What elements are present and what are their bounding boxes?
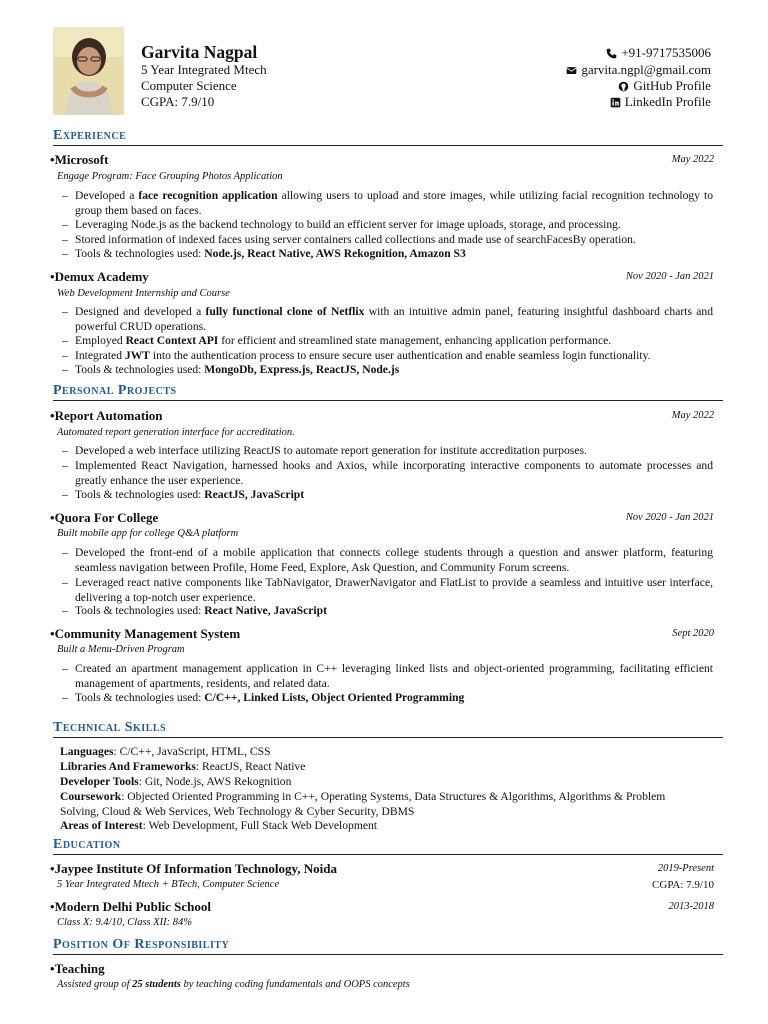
list-item-tools: – Tools & technologies used: C/C++, Linked Lists, Object Oriented Programming (62, 691, 465, 704)
project-date: Sept 2020 (672, 628, 714, 639)
project-title: •Report Automation (50, 408, 163, 423)
list-item: – Employed React Context API for efficient and streamlined state management, enhancing application performance. (62, 334, 612, 347)
experience-org-demux: •Demux Academy (50, 269, 149, 284)
list-item: – Implemented React Navigation, harnessed hooks and Axios, while incorporating interactive components to automate processes and greatly enhance the user experience. (62, 459, 713, 487)
github-icon (618, 81, 629, 92)
program-text: 5 Year Integrated Mtech (141, 62, 267, 77)
linkedin-link[interactable] (610, 94, 711, 110)
skill-coursework: Coursework: Objected Oriented Programming in C++, Operating Systems, Data Structures & Algorithms, Algorithms & Problem Solving, Cloud & Web Services, Web Technology & Cyber Security, DBMS (60, 790, 666, 818)
phone-contact[interactable] (606, 45, 711, 61)
project-desc: Built mobile app for college Q&A platform (57, 528, 239, 539)
list-item: – Stored information of indexed faces using server containers called collections and made use of searchFacesBy operation. (62, 233, 636, 246)
list-item: – Developed a web interface utilizing ReactJS to automate report generation for institute accreditation purposes. (62, 444, 587, 457)
project-date: May 2022 (671, 410, 714, 421)
education-detail: 5 Year Integrated Mtech + BTech, Computer Science (57, 879, 280, 890)
section-experience: Experience (53, 128, 723, 146)
education-date: 2013-2018 (668, 901, 714, 912)
list-item: – Developed the front-end of a mobile application that connects college students through a question and answer platform, featuring seamless navigation between Profile, Home Feed, Explore, Ask Question, and Community Forum screens. (62, 546, 713, 574)
branch-text: Computer Science (141, 78, 237, 93)
list-item: – Integrated JWT into the authentication process to ensure secure user authentication and enable seamless login functionality. (62, 349, 651, 362)
project-date: Nov 2020 - Jan 2021 (625, 512, 714, 523)
list-item: – Developed a face recognition application allowing users to upload and store images, while utilizing facial recognition technology to group them based on faces. (62, 189, 714, 217)
email-icon (566, 65, 577, 76)
project-title: •Community Management System (50, 626, 241, 641)
profile-photo (53, 27, 124, 115)
github-link[interactable] (618, 78, 711, 94)
phone-number: +91-9717535006 (621, 45, 711, 60)
cgpa-text: CGPA: 7.9/10 (141, 94, 215, 109)
linkedin-icon (610, 97, 621, 108)
project-desc: Built a Menu-Driven Program (57, 644, 185, 655)
experience-role: Engage Program: Face Grouping Photos Application (57, 171, 283, 182)
education-detail: Class X: 9.4/10, Class XII: 84% (57, 917, 193, 928)
education-grade: CGPA: 7.9/10 (652, 879, 714, 891)
list-item-tools: – Tools & technologies used: Node.js, React Native, AWS Rekognition, Amazon S3 (62, 247, 466, 260)
experience-date: Nov 2020 - Jan 2021 (625, 271, 714, 282)
list-item: – Created an apartment management application in C++ leveraging linked lists and object-oriented programming, facilitating efficient management of apartments, residents, and related data. (62, 662, 713, 690)
responsibility-title: •Teaching (50, 961, 105, 976)
experience-date: May 2022 (671, 154, 714, 165)
list-item: – Leveraging Node.js as the backend technology to build an efficient server for image uploads, storage, and processing. (62, 218, 621, 231)
list-item-tools: – Tools & technologies used: MongoDb, Express.js, ReactJS, Node.js (62, 363, 400, 376)
list-item: – Leveraged react native components like TabNavigator, DrawerNavigator and FlatList to provide a seamless and intuitive user interface, delivering a top-notch user experience. (62, 576, 713, 604)
responsibility-desc: Assisted group of 25 students by teaching coding fundamentals and OOPS concepts (57, 979, 410, 990)
project-desc: Automated report generation interface for accreditation. (57, 427, 295, 438)
education-date: 2019-Present (657, 863, 714, 874)
education-school: •Modern Delhi Public School (50, 899, 211, 914)
list-item-tools: – Tools & technologies used: React Native, JavaScript (62, 604, 327, 617)
project-title: •Quora For College (50, 510, 159, 525)
list-item-tools: – Tools & technologies used: ReactJS, JavaScript (62, 488, 305, 501)
github-label: GitHub Profile (633, 78, 711, 93)
avatar-illustration (53, 27, 124, 115)
experience-role: Web Development Internship and Course (57, 288, 230, 299)
section-projects: Personal Projects (53, 383, 723, 401)
skill-languages: Languages: C/C++, JavaScript, HTML, CSS (60, 745, 271, 758)
section-education: Education (53, 837, 723, 855)
section-responsibility: Position Of Responsibility (53, 937, 723, 955)
skill-interests: Areas of Interest: Web Development, Full Stack Web Development (60, 819, 378, 832)
education-school: •Jaypee Institute Of Information Technology, Noida (50, 861, 337, 876)
email-address: garvita.ngpl@gmail.com (581, 62, 711, 77)
phone-icon (606, 48, 617, 59)
section-skills: Technical Skills (53, 720, 723, 738)
skill-frameworks: Libraries And Frameworks: ReactJS, React Native (60, 760, 306, 773)
candidate-name: Garvita Nagpal (141, 42, 258, 62)
linkedin-label: LinkedIn Profile (624, 94, 711, 109)
skill-tools: Developer Tools: Git, Node.js, AWS Rekognition (60, 775, 292, 788)
experience-org-microsoft: •Microsoft (50, 152, 109, 167)
email-contact[interactable] (566, 62, 711, 78)
list-item: – Designed and developed a fully functional clone of Netflix with an intuitive admin panel, featuring insightful dashboard charts and powerful CRUD operations. (62, 305, 713, 333)
